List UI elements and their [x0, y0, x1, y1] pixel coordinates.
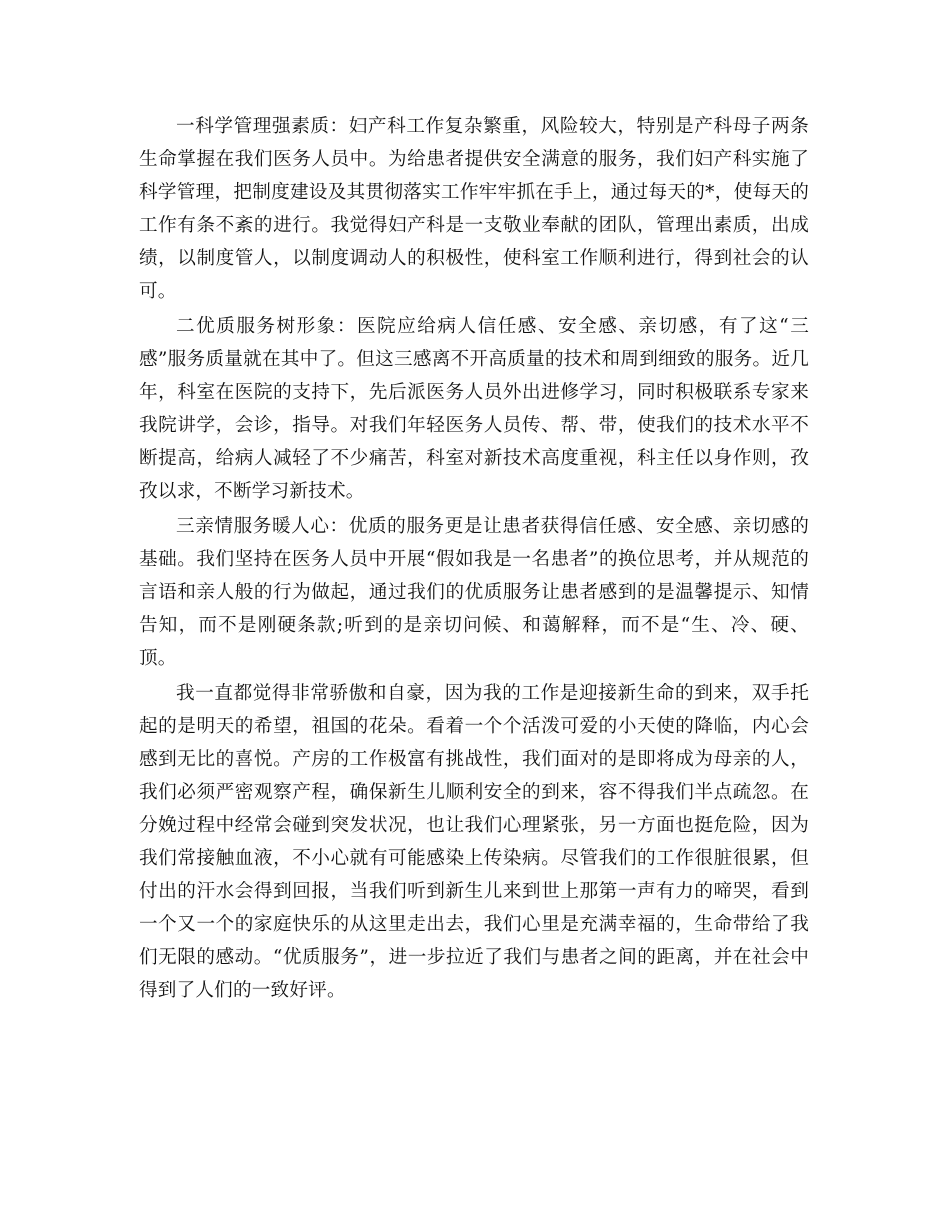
paragraph-caring-service: 三亲情服务暖人心：优质的服务更是让患者获得信任感、安全感、亲切感的基础。我们坚持在医务人员中开展“假如我是一名患者”的换位思考，并从规范的言语和亲人般的行为做起，通过我们的优质服务让患者感到的是温馨提示、知情告知，而不是刚硬条款;听到的是亲切问候、和蔼解释，而不是“生、冷、硬、顶。	[139, 516, 809, 669]
paragraph-scientific-management: 一科学管理强素质：妇产科工作复杂繁重，风险较大，特别是产科母子两条生命掌握在我们医务人员中。为给患者提供安全满意的服务，我们妇产科实施了科学管理，把制度建设及其贯彻落实工作牢牢抓在手上，通过每天的*，使每天的工作有条不紊的进行。我觉得妇产科是一支敬业奉献的团队，管理出素质，出成绩，以制度管人，以制度调动人的积极性，使科室工作顺利进行，得到社会的认可。	[139, 116, 809, 302]
paragraph-personal-reflection: 我一直都觉得非常骄傲和自豪，因为我的工作是迎接新生命的到来，双手托起的是明天的希望，祖国的花朵。看着一个个活泼可爱的小天使的降临，内心会感到无比的喜悦。产房的工作极富有挑战性，我们面对的是即将成为母亲的人，我们必须严密观察产程，确保新生儿顺利安全的到来，容不得我们半点疏忽。在分娩过程中经常会碰到突发状况，也让我们心理紧张，另一方面也挺危险，因为我们常接触血液，不小心就有可能感染上传染病。尽管我们的工作很脏很累，但付出的汗水会得到回报，当我们听到新生儿来到世上那第一声有力的啼哭，看到一个又一个的家庭快乐的从这里走出去，我们心里是充满幸福的，生命带给了我们无限的感动。“优质服务”，进一步拉近了我们与患者之间的距离，并在社会中得到了人们的一致好评。	[139, 683, 809, 1001]
document-body	[139, 110, 809, 1009]
paragraph-quality-service: 二优质服务树形象：医院应给病人信任感、安全感、亲切感，有了这“三感”服务质量就在其中了。但这三感离不开高质量的技术和周到细致的服务。近几年，科室在医院的支持下，先后派医务人员外出进修学习，同时积极联系专家来我院讲学，会诊，指导。对我们年轻医务人员传、帮、带，使我们的技术水平不断提高，给病人减轻了不少痛苦，科室对新技术高度重视，科主任以身作则，孜孜以求，不断学习新技术。	[139, 316, 809, 502]
